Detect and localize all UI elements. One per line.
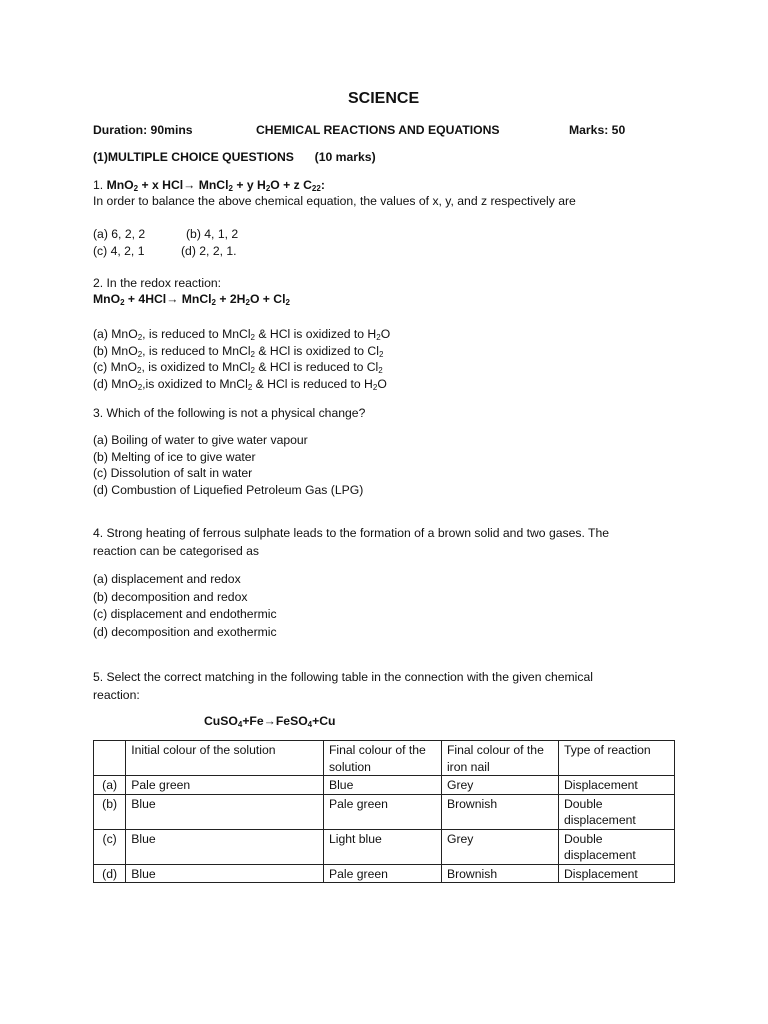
table-cell: Blue — [126, 794, 324, 829]
question-2-option-b: (b) MnO$_2$, is reduced to MnCl$_2$ & HCl is oxidized to $Cl_2$ — [93, 343, 384, 359]
eq-subscript: 2 — [285, 298, 290, 307]
section-title: (1)MULTIPLE CHOICE QUESTIONS — [93, 150, 294, 164]
question-1-equation — [93, 178, 325, 192]
table-cell: Pale green — [323, 864, 441, 883]
question-3-option-d: (d) Combustion of Liquefied Petroleum Gas (LPG) — [93, 482, 364, 497]
question-3-option-b: (b) Melting of ice to give water — [93, 449, 256, 464]
topic-label: CHEMICAL REACTIONS AND EQUATIONS — [256, 123, 500, 137]
question-4-option-a: (a) displacement and redox — [93, 572, 241, 586]
question-5-text — [93, 669, 593, 703]
section-marks: (10 marks) — [314, 150, 376, 164]
table-cell: Double displacement — [558, 794, 674, 829]
question-3-text: 3. Which of the following is not a physical change? — [93, 406, 366, 420]
table-cell: Light blue — [323, 829, 441, 864]
question-4-text — [93, 525, 609, 559]
question-4-option-d: (d) decomposition and exothermic — [93, 624, 277, 639]
table-cell: (a) — [94, 776, 126, 795]
eq-term: +Cu — [312, 714, 336, 728]
eq-subscript: 2 — [120, 298, 125, 307]
eq-term: MnO — [106, 178, 134, 192]
eq-term: + y H — [232, 178, 266, 192]
page-title: SCIENCE — [348, 90, 420, 107]
eq-term: + 2H — [216, 292, 246, 306]
duration-label: Duration: 90mins — [93, 123, 193, 137]
question-1-text: In order to balance the above chemical equation, the values of x, y, and z respectively are — [93, 194, 576, 208]
question-3-options — [93, 432, 363, 498]
question-1-option-b: (b) 4, 1, 2 — [186, 227, 239, 241]
question-2-options — [93, 326, 390, 392]
eq-term: : — [320, 178, 325, 192]
eq-term: CuSO — [204, 714, 238, 728]
question-4-option-b: (b) decomposition and redox — [93, 589, 248, 604]
question-4-line-2: reaction can be categorised as — [93, 543, 259, 558]
table-header-cell: Final colour of the iron nail — [441, 741, 558, 776]
eq-subscript: 2 — [265, 184, 271, 193]
question-3-option-a: (a) Boiling of water to give water vapour — [93, 433, 308, 447]
question-2-option-d: (d) MnO$_2$,is oxidized to MnCl$_2$ & HCl is reduced to $H_2O$ — [93, 376, 387, 392]
eq-subscript: 2 — [245, 298, 250, 307]
table-cell: Double displacement — [558, 829, 674, 864]
eq-term: O + z C — [270, 178, 312, 192]
table-cell: Blue — [323, 776, 441, 795]
question-2-option-a: (a) MnO$_2$, is reduced to MnCl$_2$ & HCl is oxidized to $H_2O$ — [93, 327, 391, 342]
question-4-options — [93, 571, 277, 641]
eq-subscript: 22 — [311, 184, 321, 193]
table-header-cell: Initial colour of the solution — [126, 741, 324, 776]
table-row — [94, 794, 675, 829]
table-cell: Grey — [441, 829, 558, 864]
table-cell: (b) — [94, 794, 126, 829]
question-2-equation — [93, 292, 290, 306]
table-header-cell: Final colour of the solution — [323, 741, 441, 776]
table-row — [94, 864, 675, 883]
question-5-line-1: 5. Select the correct matching in the following table in the connection with the given chemical — [93, 670, 593, 684]
question-1-option-c: (c) 4, 2, 1 — [93, 244, 145, 258]
table-cell: Displacement — [558, 864, 674, 883]
table-header-row — [94, 741, 675, 776]
table-cell: Blue — [126, 864, 324, 883]
table-cell: Pale green — [323, 794, 441, 829]
eq-subscript: 4 — [307, 720, 313, 729]
table-cell: Brownish — [441, 864, 558, 883]
question-3-option-c: (c) Dissolution of salt in water — [93, 466, 253, 480]
table-header-cell: Type of reaction — [558, 741, 674, 776]
eq-term: O + Cl — [249, 292, 286, 306]
table-cell: (c) — [94, 829, 126, 864]
matching-table — [93, 740, 675, 883]
table-cell: Blue — [126, 829, 324, 864]
table-row — [94, 776, 675, 795]
question-4-option-c: (c) displacement and endothermic — [93, 607, 277, 621]
eq-term: MnO — [93, 292, 121, 306]
eq-subscript: 2 — [133, 184, 139, 193]
table-cell: Grey — [441, 776, 558, 795]
table-row — [94, 829, 675, 864]
table-cell: Displacement — [558, 776, 674, 795]
section-heading — [93, 150, 376, 164]
table-header-cell — [94, 741, 126, 776]
question-2-text: 2. In the redox reaction: — [93, 276, 222, 290]
question-1-option-a: (a) 6, 2, 2 — [93, 227, 146, 241]
table-cell: Brownish — [441, 794, 558, 829]
eq-term: + x HCl→ MnCl — [138, 178, 229, 192]
eq-subscript: 2 — [228, 184, 233, 193]
eq-subscript: 2 — [211, 298, 216, 307]
eq-term: +Fe→FeSO — [242, 714, 308, 728]
eq-term: + 4HCl→ MnCl — [124, 292, 212, 306]
marks-label: Marks: 50 — [569, 123, 626, 137]
eq-subscript: 4 — [237, 720, 243, 729]
question-1-option-d: (d) 2, 2, 1. — [181, 244, 237, 258]
question-5-line-2: reaction: — [93, 687, 140, 702]
table-cell: (d) — [94, 864, 126, 883]
question-1-number: 1. — [93, 178, 104, 192]
question-2-option-c: (c) MnO$_2$, is oxidized to MnCl$_2$ & HCl is reduced to $Cl_2$ — [93, 360, 383, 375]
question-5-equation — [204, 714, 336, 728]
table-cell: Pale green — [126, 776, 324, 795]
question-4-line-1: 4. Strong heating of ferrous sulphate leads to the formation of a brown solid and two gases. The — [93, 526, 610, 540]
